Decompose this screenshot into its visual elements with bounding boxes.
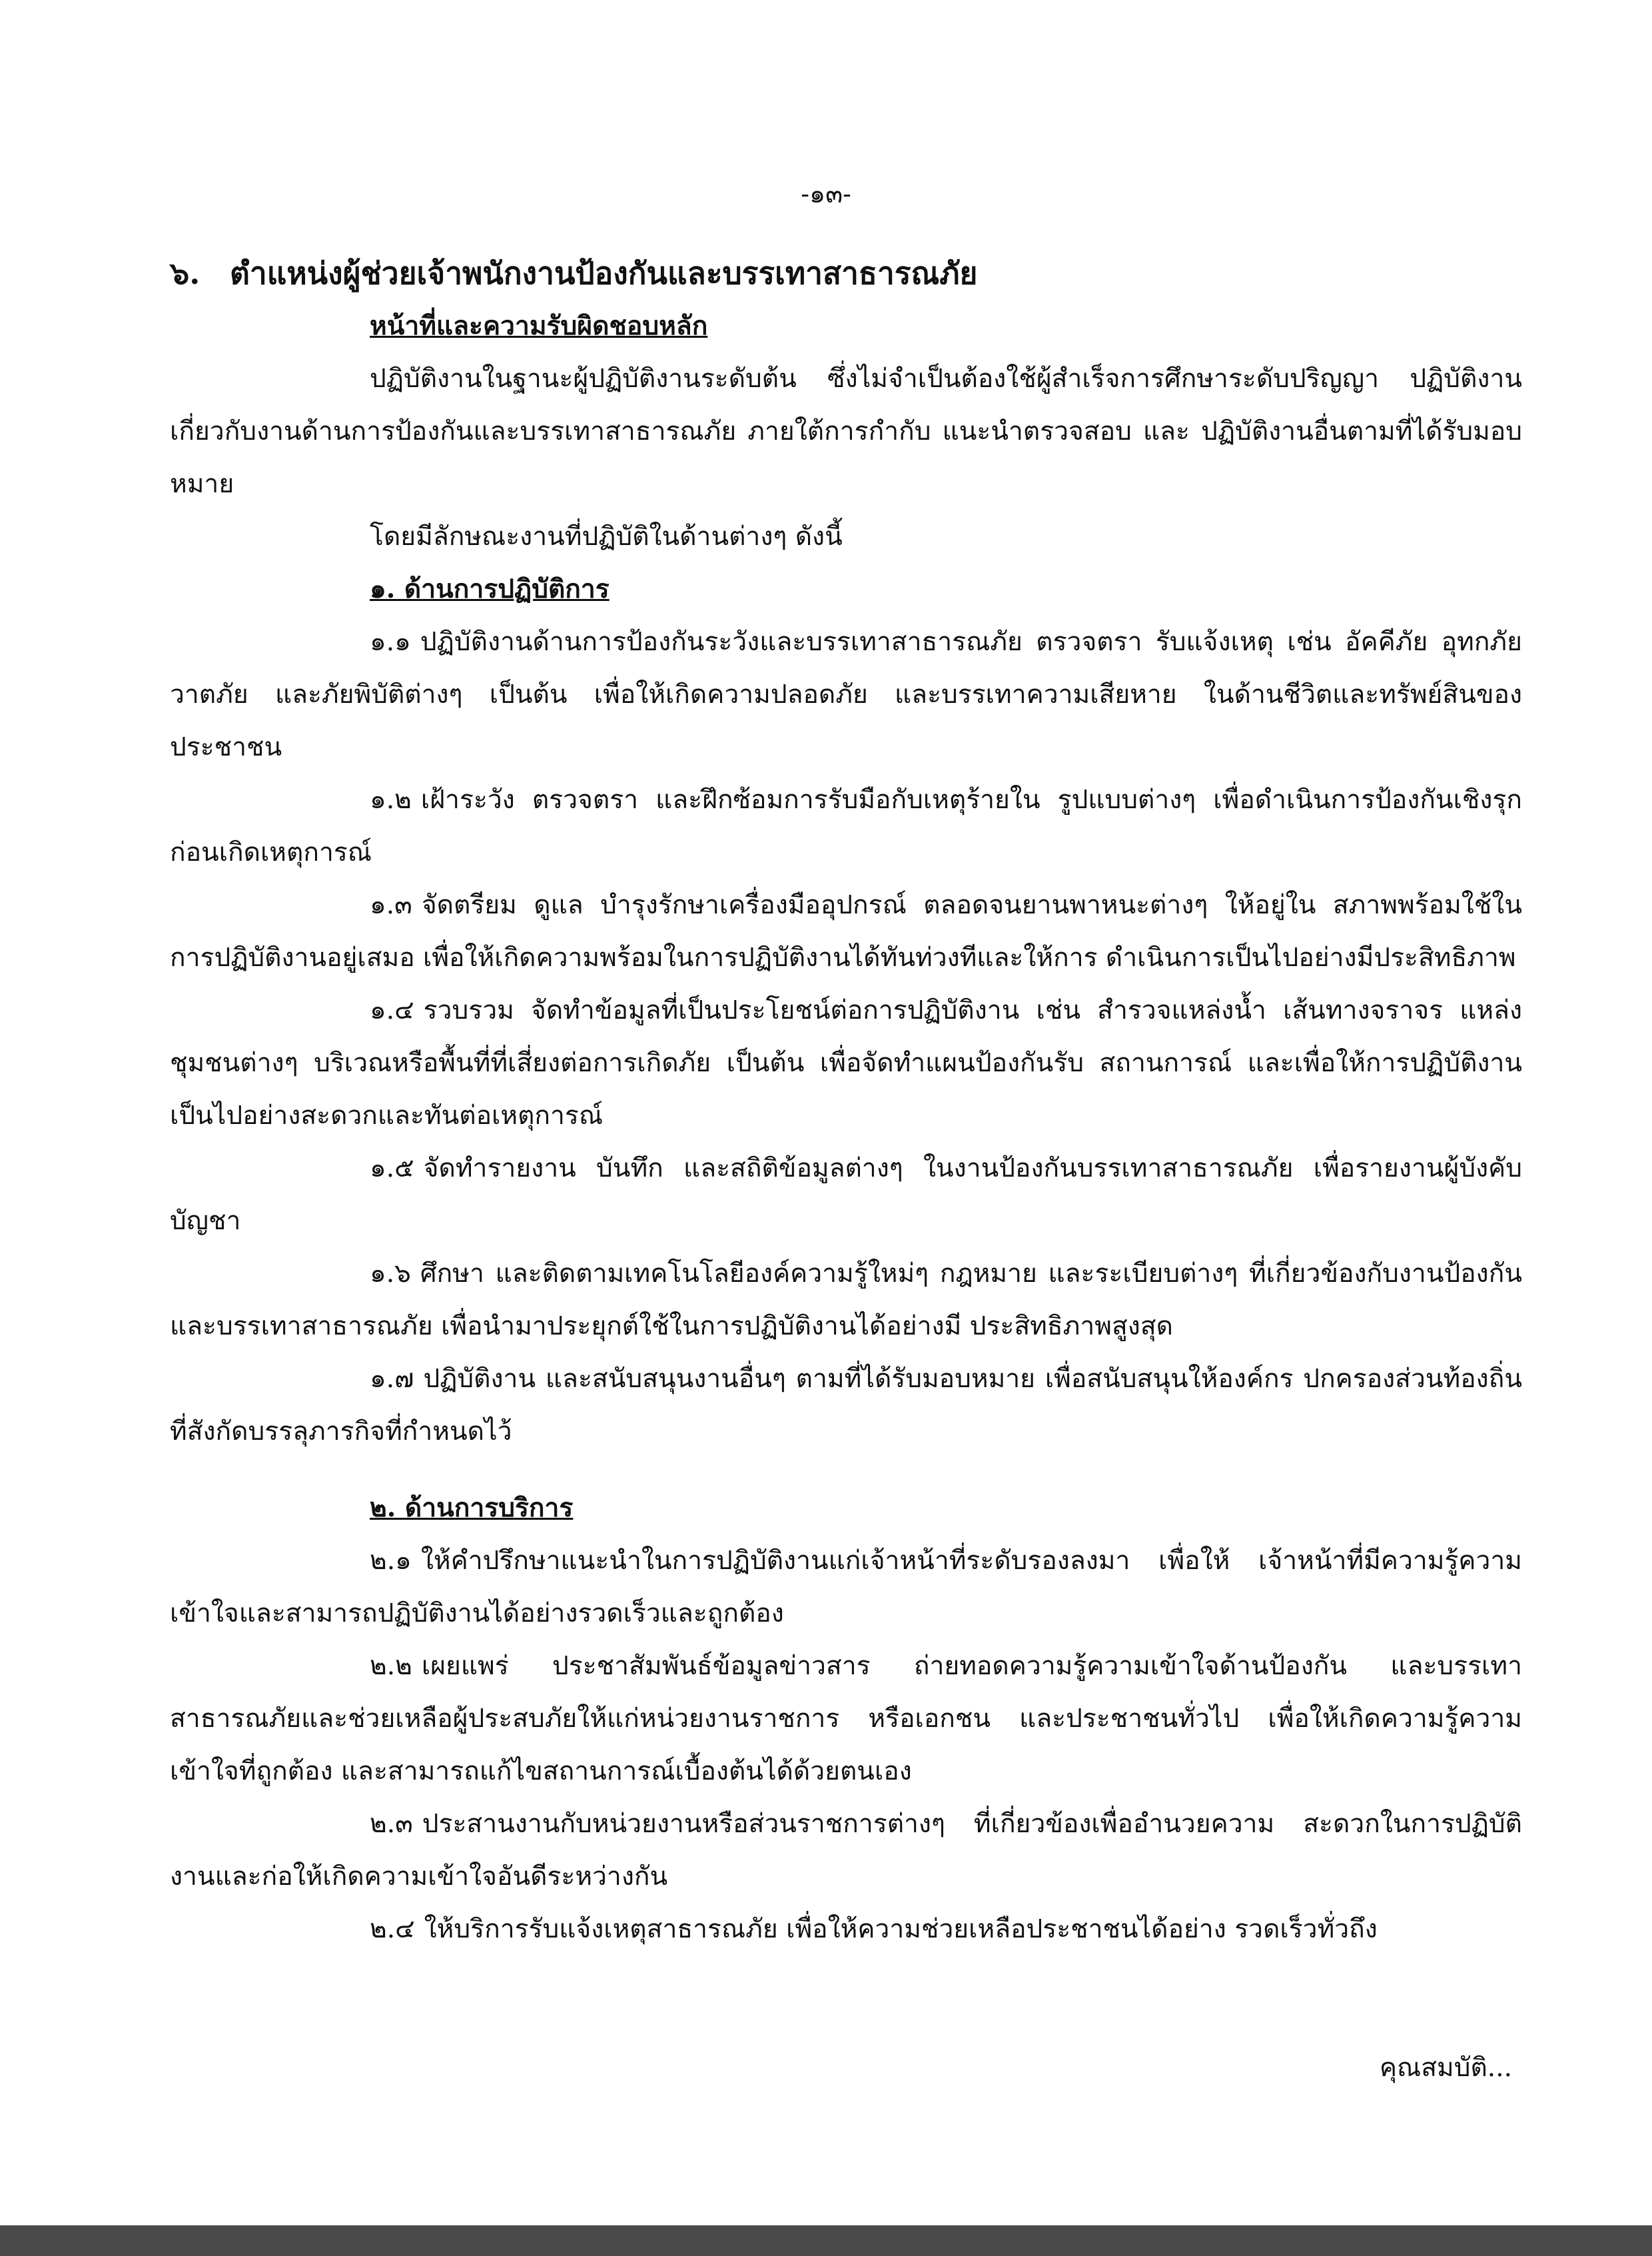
list-item <box>170 1534 1522 1640</box>
list-item <box>170 1903 1522 1956</box>
position-number: ๖. <box>170 255 201 291</box>
list-item <box>170 1247 1522 1353</box>
item-number: ๒.๒ <box>370 1651 412 1681</box>
continuation-note: คุณสมบัติ... <box>1379 2053 1512 2083</box>
item-number: ๑.๓ <box>370 890 412 920</box>
document-body <box>170 247 1522 1956</box>
list-item <box>170 616 1522 774</box>
item-text: ให้บริการรับแจ้งเหตุสาธารณภัย เพื่อให้ความช่วยเหลือประชาชนได้อย่าง รวดเร็วทั่วถึง <box>424 1914 1378 1944</box>
item-number: ๑.๒ <box>370 785 412 815</box>
section-operations-title: ๑. ด้านการปฏิบัติการ <box>370 574 610 604</box>
item-text: ศึกษา และติดตามเทคโนโลยีองค์ความรู้ใหม่ๆ กฎหมาย และระเบียบต่างๆ ที่เกี่ยวข้องกับงานป้องกันและบรรเทาสาธารณภัย เพื่อนำมาประยุกต์ใช้ในการปฏิบัติงานได้อย่างมี ประสิทธิภาพสูงสุด <box>170 1259 1522 1341</box>
item-number: ๑.๗ <box>370 1364 414 1394</box>
item-number: ๑.๑ <box>370 627 411 657</box>
intro-paragraph: ปฏิบัติงานในฐานะผู้ปฏิบัติงานระดับต้น ซึ่งไม่จำเป็นต้องใช้ผู้สำเร็จการศึกษาระดับปริญญา ปฏิบัติงานเกี่ยวกับงานด้านการป้องกันและบรรเทาสาธารณภัย ภายใต้การกำกับ แนะนำตรวจสอบ และ ปฏิบัติงานอื่นตามที่ได้รับมอบหมาย <box>170 364 1522 499</box>
item-text: ปฏิบัติงานด้านการป้องกันระวังและบรรเทาสาธารณภัย ตรวจตรา รับแจ้งเหตุ เช่น อัคคีภัย อุทกภัย วาตภัย และภัยพิบัติต่างๆ เป็นต้น เพื่อให้เกิดความปลอดภัย และบรรเทาความเสียหาย ในด้านชีวิตและทรัพย์สินของประชาชน <box>170 627 1522 762</box>
item-text: รวบรวม จัดทำข้อมูลที่เป็นประโยชน์ต่อการปฏิบัติงาน เช่น สำรวจแหล่งน้ำ เส้นทางจราจร แหล่งชุมชนต่างๆ บริเวณหรือพื้นที่ที่เสี่ยงต่อการเกิดภัย เป็นต้น เพื่อจัดทำแผนป้องกันรับ สถานการณ์ และเพื่อให้การปฏิบัติงานเป็นไปอย่างสะดวกและทันต่อเหตุการณ์ <box>170 995 1522 1131</box>
item-number: ๑.๕ <box>370 1153 414 1183</box>
item-text: จัดตรียม ดูแล บำรุงรักษาเครื่องมืออุปกรณ์ ตลอดจนยานพาหนะต่างๆ ให้อยู่ใน สภาพพร้อมใช้ในการปฏิบัติงานอยู่เสมอ เพื่อให้เกิดความพร้อมในการปฏิบัติงานได้ทันท่วงทีและให้การ ดำเนินการเป็นไปอย่างมีประสิทธิภาพ <box>170 890 1522 973</box>
intro-note: โดยมีลักษณะงานที่ปฏิบัติในด้านต่างๆ ดังนี้ <box>370 522 843 552</box>
item-number: ๒.๔ <box>370 1914 415 1944</box>
item-number: ๒.๑ <box>370 1546 412 1576</box>
list-item <box>170 1798 1522 1903</box>
item-text: เผยแพร่ ประชาสัมพันธ์ข้อมูลข่าวสาร ถ่ายทอดความรู้ความเข้าใจด้านป้องกัน และบรรเทาสาธารณภัยและช่วยเหลือผู้ประสบภัยให้แก่หน่วยงานราชการ หรือเอกชน และประชาชนทั่วไป เพื่อให้เกิดความรู้ความเข้าใจที่ถูกต้อง และสามารถแก้ไขสถานการณ์เบื้องต้นได้ด้วยตนเอง <box>170 1651 1522 1786</box>
scan-border <box>0 2225 1652 2256</box>
list-item <box>170 1353 1522 1458</box>
list-item <box>170 1640 1522 1798</box>
item-text: จัดทำรายงาน บันทึก และสถิติข้อมูลต่างๆ ในงานป้องกันบรรเทาสาธารณภัย เพื่อรายงานผู้บังคับบัญชา <box>170 1153 1522 1236</box>
section-gap <box>170 1458 1522 1482</box>
item-text: ให้คำปรึกษาแนะนำในการปฏิบัติงานแก่เจ้าหน้าที่ระดับรองลงมา เพื่อให้ เจ้าหน้าที่มีความรู้ความเข้าใจและสามารถปฏิบัติงานได้อย่างรวดเร็วและถูกต้อง <box>170 1546 1522 1628</box>
list-item <box>170 1142 1522 1247</box>
duties-heading: หน้าที่และความรับผิดชอบหลัก <box>370 310 708 341</box>
item-number: ๒.๓ <box>370 1809 413 1839</box>
section-services-title: ๒. ด้านการบริการ <box>370 1492 574 1523</box>
page-number: -๑๓- <box>801 179 851 209</box>
list-item <box>170 984 1522 1142</box>
list-item <box>170 879 1522 984</box>
position-heading <box>170 247 1522 300</box>
item-number: ๑.๔ <box>370 995 414 1025</box>
item-text: ประสานงานกับหน่วยงานหรือส่วนราชการต่างๆ ที่เกี่ยวข้องเพื่ออำนวยความ สะดวกในการปฏิบัติงานและก่อให้เกิดความเข้าใจอันดีระหว่างกัน <box>170 1809 1522 1892</box>
item-text: ปฏิบัติงาน และสนับสนุนงานอื่นๆ ตามที่ได้รับมอบหมาย เพื่อสนับสนุนให้องค์กร ปกครองส่วนท้องถิ่นที่สังกัดบรรลุภารกิจที่กำหนดไว้ <box>170 1364 1522 1446</box>
item-number: ๑.๖ <box>370 1259 411 1289</box>
item-text: เฝ้าระวัง ตรวจตรา และฝึกซ้อมการรับมือกับเหตุร้ายใน รูปแบบต่างๆ เพื่อดำเนินการป้องกันเชิงรุกก่อนเกิดเหตุการณ์ <box>170 785 1522 867</box>
position-title: ตำแหน่งผู้ช่วยเจ้าพนักงานป้องกันและบรรเทาสาธารณภัย <box>230 255 978 291</box>
list-item <box>170 774 1522 879</box>
